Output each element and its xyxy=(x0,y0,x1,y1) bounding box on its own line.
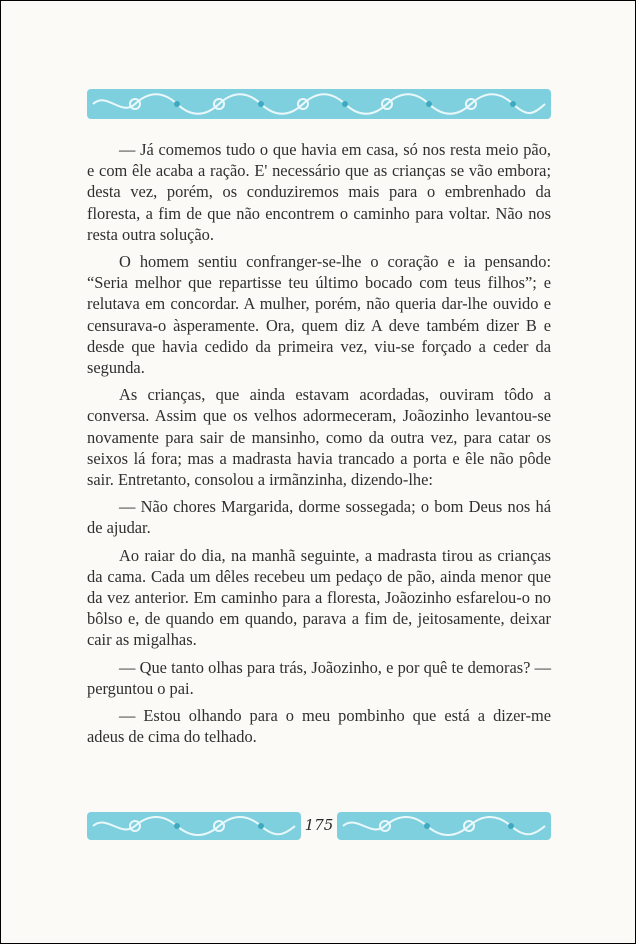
page-footer xyxy=(87,809,551,843)
floral-scroll-ornament-icon xyxy=(87,87,551,121)
body-text xyxy=(87,139,551,753)
page-number: 175 xyxy=(304,816,334,834)
paragraph: — Não chores Margarida, dorme sossegada; o bom Deus nos há de ajudar. xyxy=(87,497,551,538)
paragraph: — Estou olhando para o meu pombinho que está a dizer-me adeus de cima do telhado. xyxy=(87,706,551,747)
paragraph: As crianças, que ainda estavam acordadas, ouviram tôdo a conversa. Assim que os velhos adormeceram, Joãozinho levantou-se novamente para sair de mansinho, como da outra vez, para catar os seixos lá fora; mas a madrasta havia trancado a porta e êle não pôde sair. Entretanto, consolou a irmãnzinha, dizendo-lhe: xyxy=(87,385,551,490)
floral-scroll-ornament-icon xyxy=(337,809,551,843)
paragraph: — Que tanto olhas para trás, Joãozinho, e por quê te demoras? — perguntou o pai. xyxy=(87,657,551,698)
paragraph: — Já comemos tudo o que havia em casa, só nos resta meio pão, e com êle acaba a ração. E' necessário que as crianças se vão embora; desta vez, porém, os conduziremos mais para o embrenhado da floresta, a fim de que não encontrem o caminho para voltar. Não nos resta outra solução. xyxy=(87,140,551,244)
floral-scroll-ornament-icon xyxy=(87,809,301,843)
paragraph: Ao raiar do dia, na manhã seguinte, a madrasta tirou as crianças da cama. Cada um dêles recebeu um pedaço de pão, ainda menor que da vez anterior. Em caminho para a floresta, Joãozinho esfarelou-o no bôlso e, de quando em quando, parava a fim de, jeitosamente, deixar cair as migalhas. xyxy=(87,545,551,650)
paragraph: O homem sentiu confranger-se-lhe o coração e ia pensando: “Seria melhor que repartisse teu último bocado com teus filhos”; e relutava em concordar. A mulher, porém, não queria dar-lhe ouvido e censurava-o àsperamente. Ora, quem diz A deve também dizer B e desde que havia cedido da primeira vez, viu-se forçado a ceder da segunda. xyxy=(87,252,551,378)
